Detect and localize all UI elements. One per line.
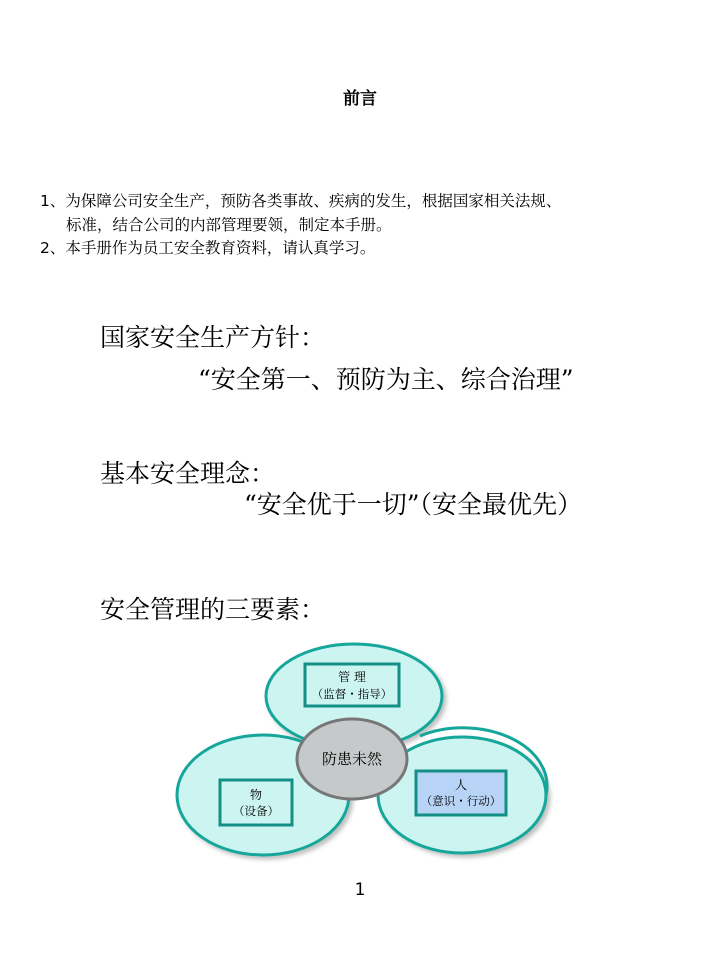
three-elements-diagram: [170, 640, 570, 870]
concept-heading: 基本安全理念：: [100, 459, 276, 488]
people-label: 人: [454, 778, 468, 792]
intro-item-2: 2、本手册作为员工安全教育资料，请认真学习。: [40, 239, 376, 257]
elements-heading: 安全管理的三要素：: [100, 595, 326, 624]
policy-quote: “安全第一、预防为主、综合治理”: [198, 365, 574, 394]
policy-heading: 国家安全生产方针：: [100, 323, 326, 352]
prevention-label: 防患未然: [321, 750, 383, 768]
page-title: 前言: [343, 89, 377, 109]
management-label: 管 理: [338, 670, 366, 684]
objects-label: 物: [249, 788, 263, 802]
concept-quote: “安全优于一切”（安全最优先）: [244, 490, 583, 519]
management-sub: （监督・指导）: [311, 687, 393, 701]
intro-item-1-line-1: 1、为保障公司安全生产，预防各类事故、疾病的发生，根据国家相关法规、: [40, 192, 562, 210]
page-number: 1: [354, 880, 366, 900]
intro-item-1-line-2: 标准，结合公司的内部管理要领，制定本手册。: [66, 216, 392, 234]
objects-sub: （设备）: [233, 804, 279, 818]
objects-box: [220, 780, 292, 825]
people-sub: （意识・行动）: [420, 794, 502, 808]
